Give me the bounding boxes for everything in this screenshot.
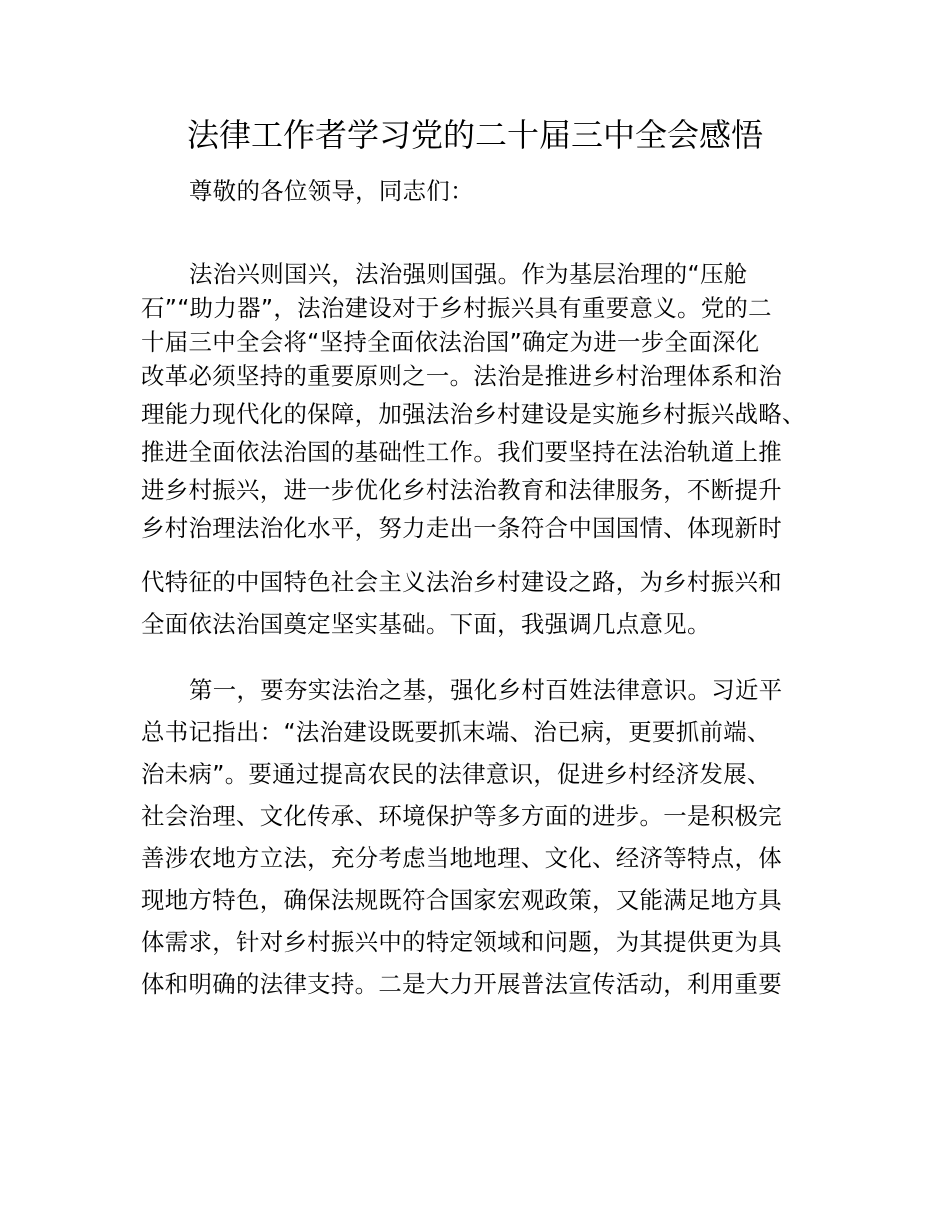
paragraph-1-line: 法治兴则国兴，法治强则国强。作为基层治理的“压舱: [189, 260, 748, 288]
document-title: 法律工作者学习党的二十届三中全会感悟: [186, 116, 763, 154]
paragraph-2-line: 现地方特色，确保法规既符合国家宏观政策，又能满足地方具: [141, 886, 782, 914]
paragraph-2-line: 体和明确的法律支持。二是大力开展普法宣传活动，利用重要: [141, 970, 782, 998]
paragraph-1-line: 改革必须坚持的重要原则之一。法治是推进乡村治理体系和治: [141, 362, 782, 390]
paragraph-1-line: 进乡村振兴，进一步优化乡村法治教育和法律服务，不断提升: [141, 476, 782, 504]
paragraph-2-line: 善涉农地方立法，充分考虑当地地理、文化、经济等特点，体: [141, 844, 782, 872]
salutation: 尊敬的各位领导，同志们：: [189, 177, 474, 205]
paragraph-1-line: 乡村治理法治化水平，努力走出一条符合中国国情、体现新时: [141, 514, 782, 542]
paragraph-1-line: 石”“助力器”，法治建设对于乡村振兴具有重要意义。党的二: [141, 294, 772, 322]
paragraph-1-line: 理能力现代化的保障，加强法治乡村建设是实施乡村振兴战略、: [141, 400, 806, 428]
paragraph-1-line: 十届三中全会将“坚持全面依法治国”确定为进一步全面深化: [141, 328, 760, 356]
paragraph-2-line: 治未病”。要通过提高农民的法律意识，促进乡村经济发展、: [141, 760, 771, 788]
paragraph-2-line: 社会治理、文化传承、环境保护等多方面的进步。一是积极完: [141, 802, 782, 830]
paragraph-1-line: 推进全面依法治国的基础性工作。我们要坚持在法治轨道上推: [141, 438, 782, 466]
paragraph-1-line: 全面依法治国奠定坚实基础。下面，我强调几点意见。: [141, 610, 711, 638]
paragraph-1-line: 代特征的中国特色社会主义法治乡村建设之路，为乡村振兴和: [141, 568, 782, 596]
paragraph-2-line: 第一，要夯实法治之基，强化乡村百姓法律意识。习近平: [189, 676, 783, 704]
paragraph-2-line: 体需求，针对乡村振兴中的特定领域和问题，为其提供更为具: [141, 928, 782, 956]
paragraph-2-line: 总书记指出：“法治建设既要抓末端、治已病，更要抓前端、: [141, 718, 771, 746]
